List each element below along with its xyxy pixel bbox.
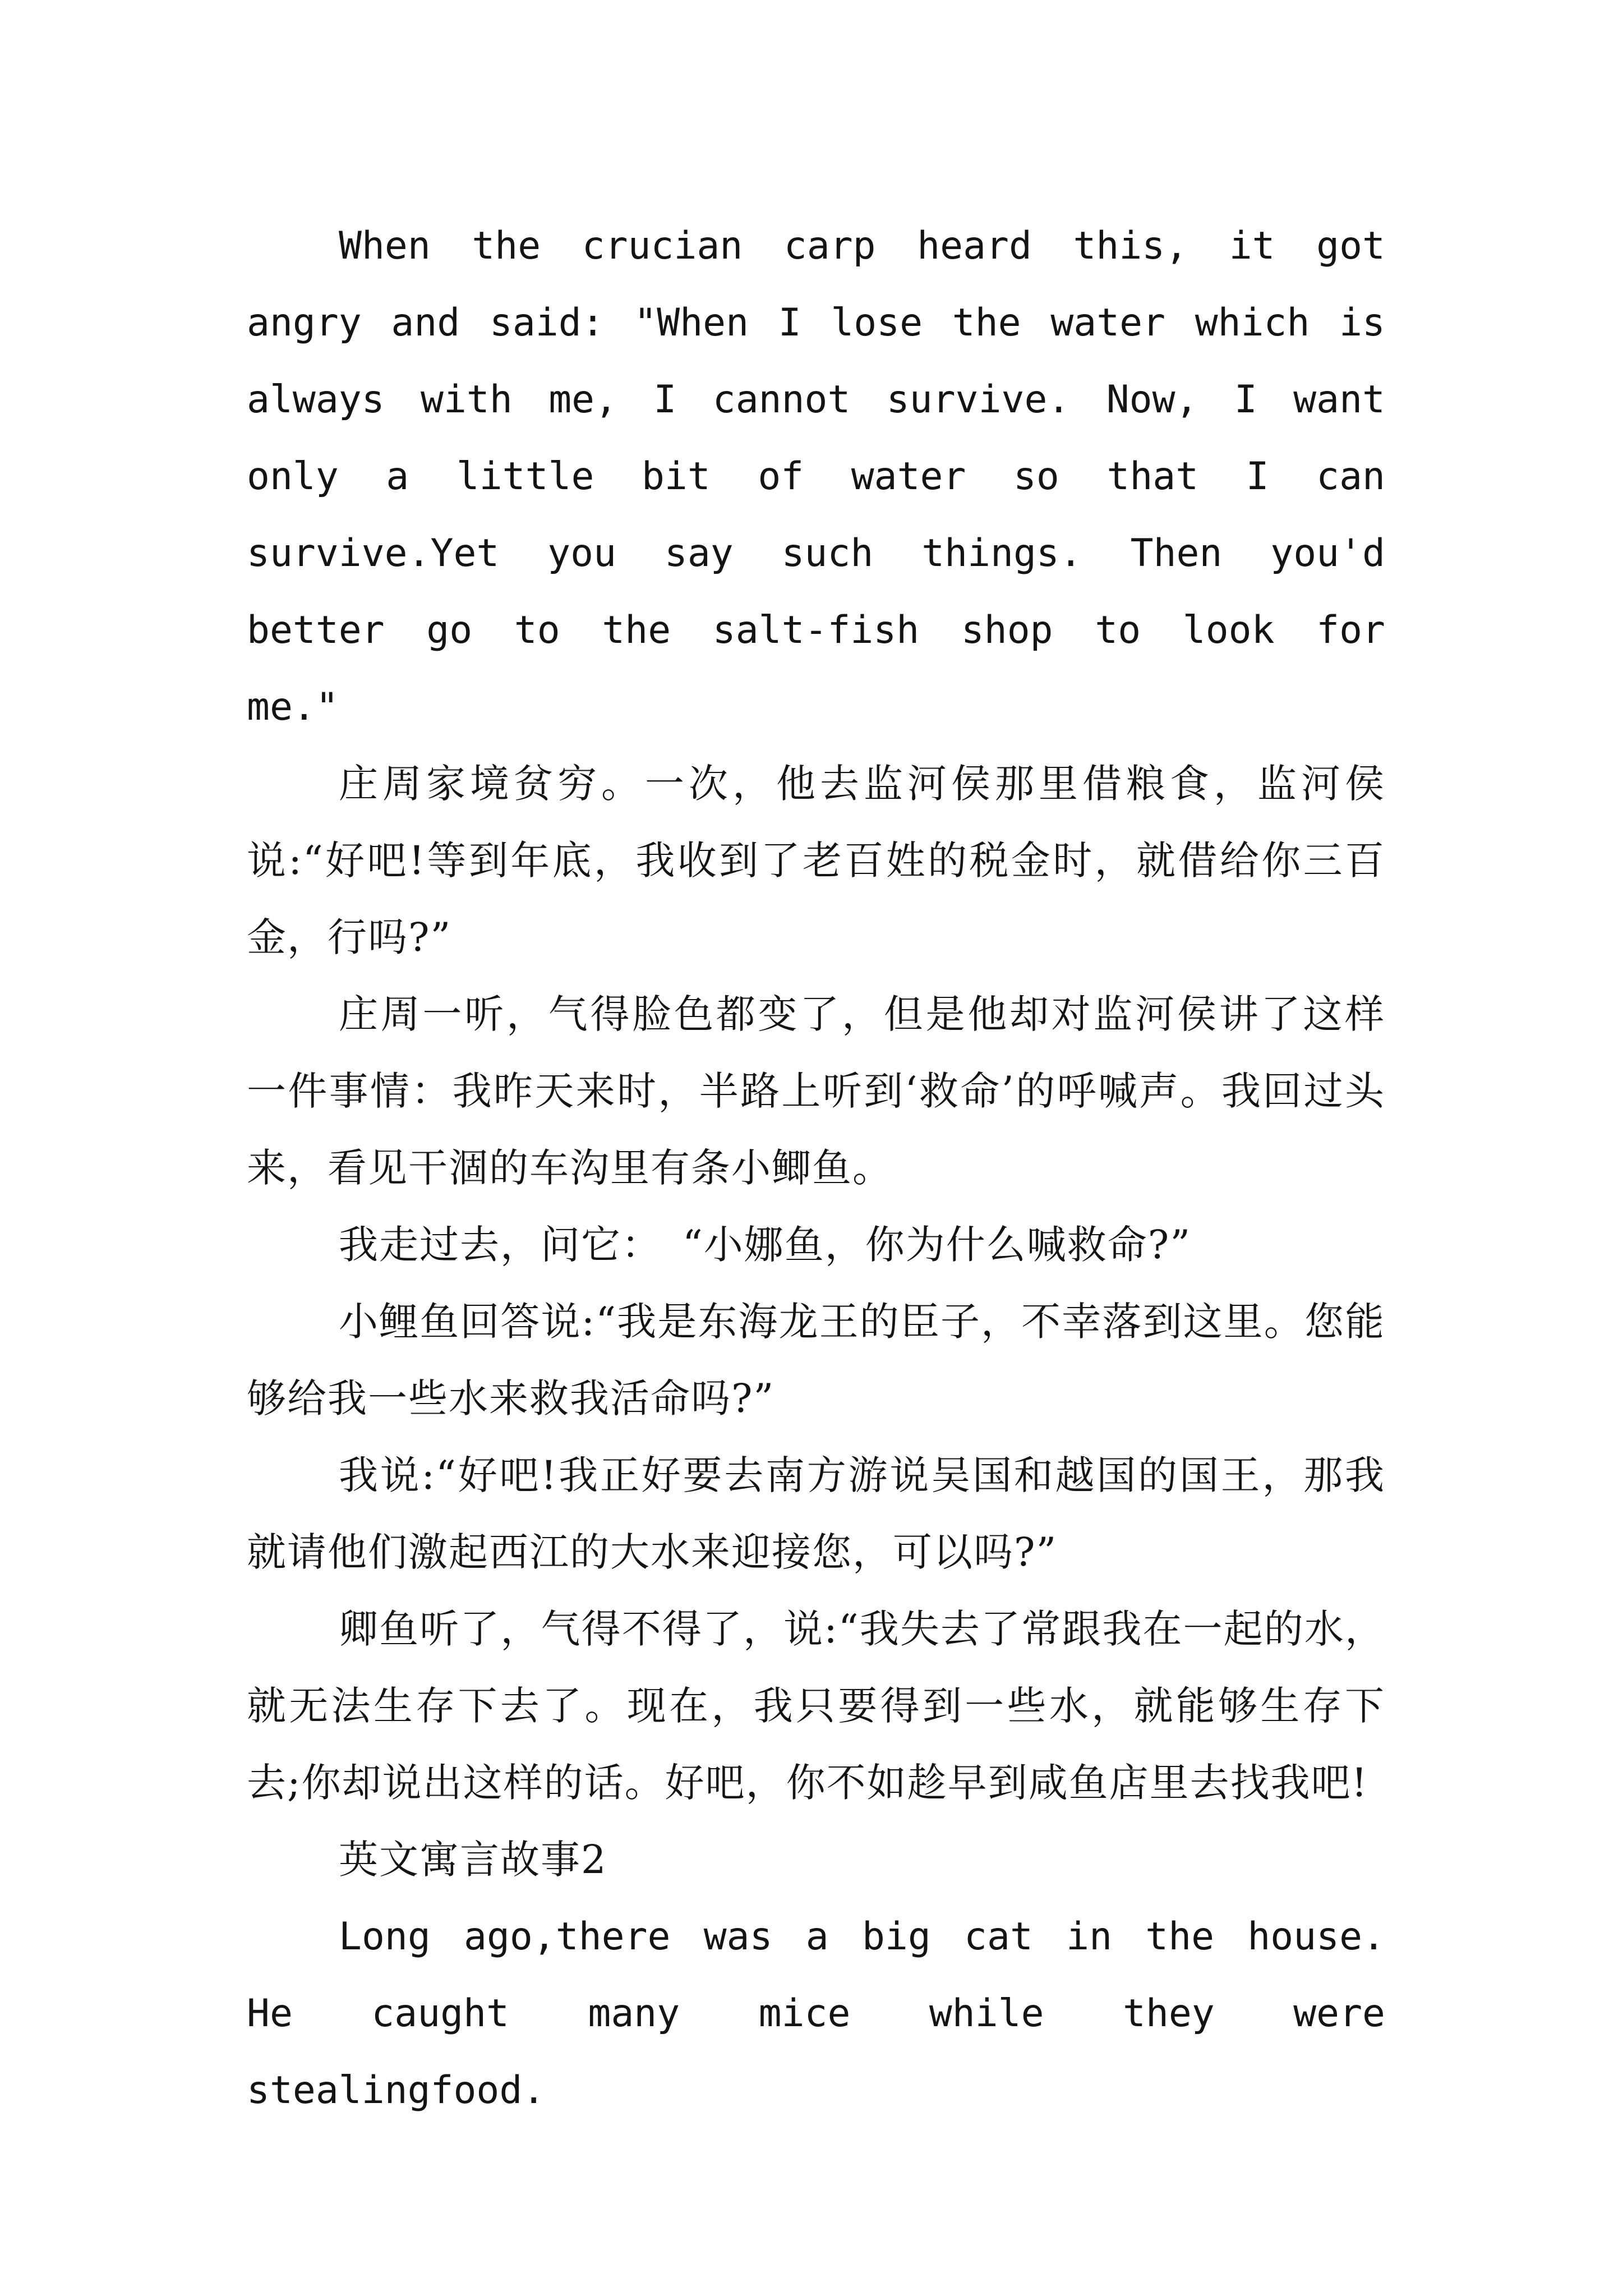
section-heading: 英文寓言故事2 — [339, 1837, 607, 1883]
paragraph-carp-answer: 小鲤鱼回答说:“我是东海龙王的臣子，不幸落到这里。您能够给我一些水来救我活命吗?” — [247, 1299, 1385, 1421]
paragraph-english-carp: When the crucian carp heard this, it got angry and said: "When I lose the water which is always with me, I cannot survive. Now, I want only a little bit of water so that I can survive.Yet you say such things. Then you'd better go to the salt-fish shop to look for me." — [247, 224, 1385, 729]
paragraph-zhuangzhou-story: 庄周一听，气得脸色都变了，但是他却对监河侯讲了这样一件事情：我昨天来时，半路上听到‘救命’的呼喊声。我回过头来，看见干涸的车沟里有条小鲫鱼。 — [247, 991, 1385, 1191]
document-body — [247, 208, 1385, 2129]
paragraph-my-reply: 我说:“好吧!我正好要去南方游说吴国和越国的国王，那我就请他们激起西江的大水来迎接您，可以吗?” — [247, 1452, 1385, 1575]
paragraph-zhuangzhou-poverty: 庄周家境贫穷。一次，他去监河侯那里借粮食，监河侯说:“好吧!等到年底，我收到了老百姓的税金时，就借给你三百金，行吗?” — [247, 761, 1385, 960]
paragraph-english-cat: Long ago,there was a big cat in the house. He caught many mice while they were stealingfood. — [247, 1915, 1385, 2113]
paragraph-question: 我走过去，问它： “小娜鱼，你为什么喊救命?” — [339, 1222, 1192, 1268]
paragraph-carp-angry: 卿鱼听了，气得不得了，说:“我失去了常跟我在一起的水，就无法生存下去了。现在，我只要得到一些水，就能够生存下去;你却说出这样的话。好吧，你不如趁早到咸鱼店里去找我吧! — [247, 1606, 1385, 1806]
